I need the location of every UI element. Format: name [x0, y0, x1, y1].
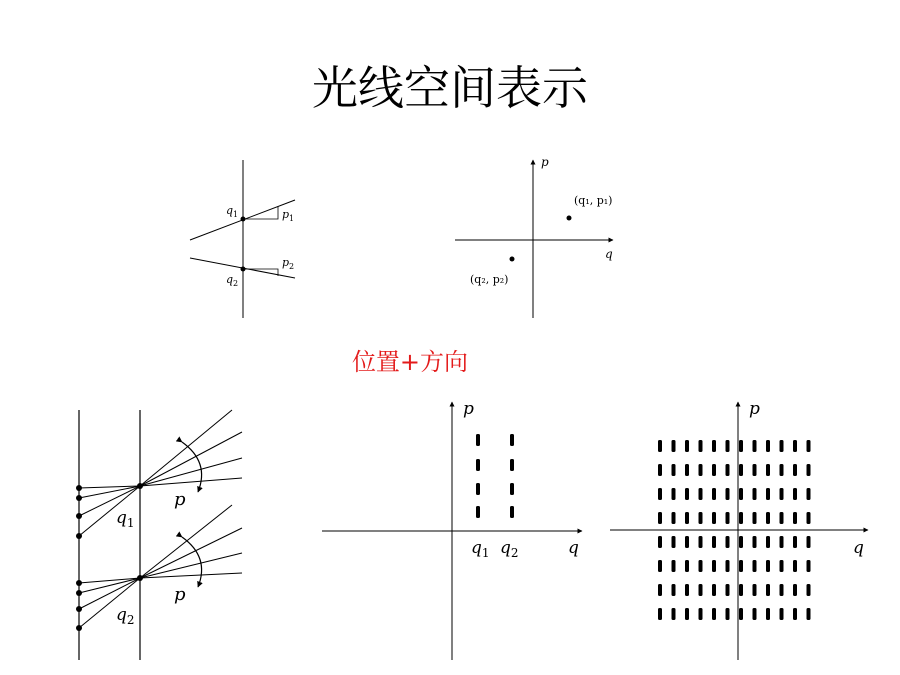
- sample-mark: [476, 434, 480, 446]
- label-p-top: p: [174, 489, 186, 510]
- sample-mark: [753, 464, 757, 476]
- sample-mark: [712, 536, 716, 548]
- origin-point: [76, 495, 82, 501]
- slope-triangle-2: [243, 269, 278, 276]
- sample-mark: [476, 459, 480, 471]
- sample-mark: [726, 560, 730, 572]
- sample-mark: [753, 608, 757, 620]
- origin-point: [76, 513, 82, 519]
- sample-mark: [685, 584, 689, 596]
- sample-mark: [793, 440, 797, 452]
- sample-mark: [476, 483, 480, 495]
- sample-mark: [793, 584, 797, 596]
- pivot-point: [137, 483, 143, 489]
- sample-mark: [658, 560, 662, 572]
- sample-mark: [712, 488, 716, 500]
- sample-mark: [780, 488, 784, 500]
- origin-point: [76, 533, 82, 539]
- pivot-point: [137, 575, 143, 581]
- sample-mark: [780, 560, 784, 572]
- axis-label-q: q: [605, 247, 613, 261]
- sample-mark: [685, 608, 689, 620]
- sample-mark: [739, 560, 743, 572]
- ray: [140, 410, 232, 486]
- sample-mark: [780, 584, 784, 596]
- sample-mark: [807, 512, 811, 524]
- sample-mark: [753, 560, 757, 572]
- sample-mark: [753, 440, 757, 452]
- slide-subtitle: 位置+方向: [351, 348, 469, 376]
- label-q1: $q_1$: [226, 204, 239, 219]
- sample-mark: [699, 560, 703, 572]
- sample-mark: [672, 488, 676, 500]
- bottom-right-sample-grid: [610, 399, 868, 660]
- sample-mark: [739, 464, 743, 476]
- point-q2-p2: [510, 257, 515, 262]
- ray: [140, 432, 242, 486]
- ray: [140, 528, 242, 578]
- axis-label-p: p: [749, 399, 760, 419]
- sample-mark: [510, 434, 514, 446]
- sample-mark: [780, 464, 784, 476]
- bottom-left-ray-fans: [76, 410, 242, 660]
- origin-point: [76, 625, 82, 631]
- sample-mark: [672, 536, 676, 548]
- sample-mark: [510, 459, 514, 471]
- sample-mark: [726, 536, 730, 548]
- ray-fan-q2: [76, 505, 242, 631]
- label-p-bottom: p: [174, 584, 186, 605]
- slide-title: 光线空间表示: [312, 61, 588, 115]
- sample-mark: [739, 488, 743, 500]
- sample-mark: [793, 536, 797, 548]
- tick-label-q2: $q_2$: [500, 538, 519, 560]
- label-q2: $q_2$: [116, 605, 135, 627]
- sample-mark: [807, 584, 811, 596]
- sample-mark: [739, 584, 743, 596]
- sample-mark: [766, 560, 770, 572]
- sample-mark: [753, 512, 757, 524]
- sample-mark: [685, 512, 689, 524]
- sample-mark: [739, 440, 743, 452]
- sample-mark: [699, 536, 703, 548]
- sample-mark: [658, 440, 662, 452]
- sample-mark: [766, 488, 770, 500]
- origin-point: [76, 485, 82, 491]
- label-p2: $p_2$: [282, 256, 295, 271]
- axis-label-p: p: [541, 155, 549, 169]
- top-right-phase-plot: [455, 155, 613, 318]
- sample-mark: [793, 464, 797, 476]
- sample-mark: [807, 488, 811, 500]
- label-q2: $q_2$: [226, 273, 239, 288]
- sample-mark: [780, 440, 784, 452]
- top-left-ray-diagram: [190, 160, 295, 318]
- axis-label-p: p: [463, 399, 474, 419]
- sample-mark: [807, 464, 811, 476]
- sample-mark: [780, 536, 784, 548]
- sample-mark: [766, 608, 770, 620]
- sample-columns: [476, 434, 514, 518]
- sample-mark: [685, 560, 689, 572]
- origin-point: [76, 580, 82, 586]
- sample-mark: [672, 440, 676, 452]
- sample-mark: [807, 440, 811, 452]
- sample-mark: [658, 536, 662, 548]
- sample-mark: [672, 464, 676, 476]
- sample-mark: [510, 483, 514, 495]
- sample-mark: [712, 464, 716, 476]
- sample-mark: [766, 440, 770, 452]
- sample-mark: [685, 464, 689, 476]
- sample-mark: [699, 464, 703, 476]
- sample-mark: [726, 464, 730, 476]
- bottom-middle-sample-plot: [322, 399, 582, 660]
- sample-mark: [793, 608, 797, 620]
- ray-fan-q1: [76, 410, 242, 539]
- sample-mark: [807, 560, 811, 572]
- sample-mark: [753, 536, 757, 548]
- sample-mark: [766, 512, 770, 524]
- sample-mark: [807, 536, 811, 548]
- sample-mark: [807, 608, 811, 620]
- sample-mark: [726, 608, 730, 620]
- sample-mark: [672, 608, 676, 620]
- sample-mark: [780, 512, 784, 524]
- sample-mark: [658, 584, 662, 596]
- sample-mark: [753, 584, 757, 596]
- sample-mark: [766, 536, 770, 548]
- label-point-2: (q₂, p₂): [470, 273, 509, 286]
- axis-label-q: q: [568, 538, 579, 558]
- sample-mark: [672, 512, 676, 524]
- sample-mark: [766, 464, 770, 476]
- origin-point: [76, 590, 82, 596]
- sample-mark: [658, 608, 662, 620]
- sample-mark: [699, 440, 703, 452]
- sample-mark: [510, 506, 514, 518]
- origin-point: [76, 606, 82, 612]
- sample-mark: [712, 512, 716, 524]
- tick-label-q1: $q_1$: [471, 538, 490, 560]
- sample-mark: [712, 584, 716, 596]
- sample-mark: [658, 512, 662, 524]
- sample-mark: [726, 440, 730, 452]
- point-q1-p1: [567, 216, 572, 221]
- sample-mark: [699, 488, 703, 500]
- sample-mark: [685, 488, 689, 500]
- sample-mark: [712, 440, 716, 452]
- sample-mark: [739, 536, 743, 548]
- sample-mark: [658, 464, 662, 476]
- sample-mark: [793, 488, 797, 500]
- sample-mark: [726, 488, 730, 500]
- sample-mark: [793, 512, 797, 524]
- sample-mark: [699, 512, 703, 524]
- sample-mark: [685, 440, 689, 452]
- label-point-1: (q₁, p₁): [574, 194, 613, 207]
- sample-mark: [739, 512, 743, 524]
- label-p1: $p_1$: [282, 208, 295, 223]
- sample-mark: [476, 506, 480, 518]
- sample-mark: [699, 584, 703, 596]
- sample-mark: [766, 584, 770, 596]
- sample-mark: [726, 584, 730, 596]
- label-q1: $q_1$: [116, 508, 135, 530]
- sample-mark: [685, 536, 689, 548]
- sample-mark: [793, 560, 797, 572]
- sample-mark: [780, 608, 784, 620]
- sample-mark: [739, 608, 743, 620]
- sample-mark: [658, 488, 662, 500]
- axis-label-q: q: [853, 538, 864, 558]
- sample-mark: [712, 560, 716, 572]
- angle-arc-bottom: [182, 537, 202, 587]
- sample-mark: [726, 512, 730, 524]
- sample-mark: [753, 488, 757, 500]
- sample-mark: [712, 608, 716, 620]
- sample-mark: [672, 584, 676, 596]
- sample-mark: [699, 608, 703, 620]
- sample-mark: [672, 560, 676, 572]
